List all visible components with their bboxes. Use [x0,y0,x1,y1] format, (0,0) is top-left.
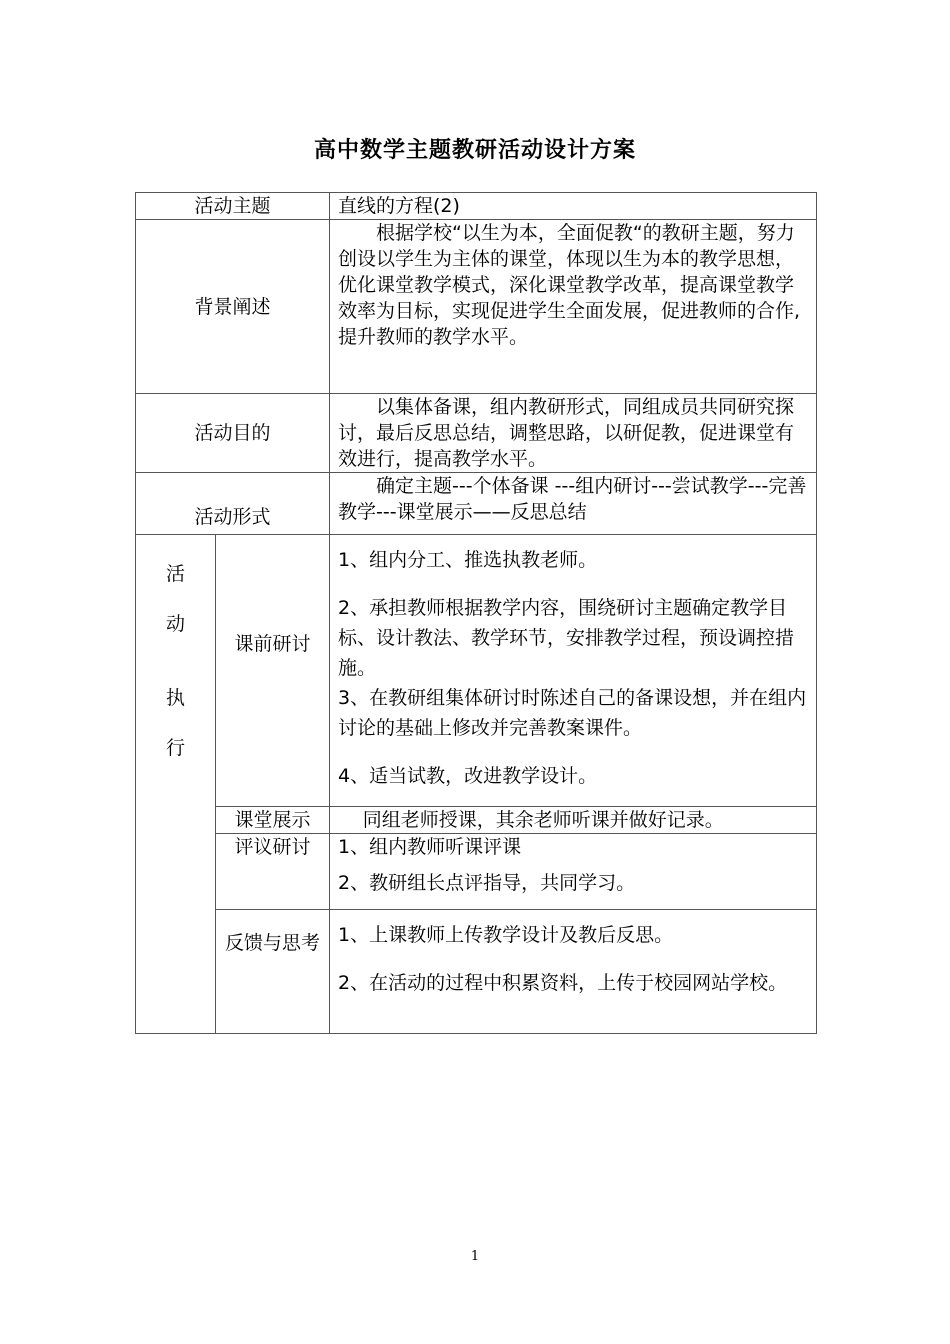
execution-label [136,535,216,1034]
pre-class-item: 3、在教研组集体研讨时陈述自己的备课设想，并在组内讨论的基础上修改并完善教案课件。 [338,687,807,739]
feedback-item: 1、上课教师上传教学设计及教后反思。 [338,924,674,946]
purpose-text: 以集体备课，组内教研形式，同组成员共同研究探讨，最后反思总结，调整思路，以研促教，促进课堂有效进行，提高教学水平。 [330,394,817,473]
row-background [136,220,817,394]
theme-value: 直线的方程(2) [330,193,817,220]
form-label: 活动形式 [136,473,330,535]
review-label: 评议研讨 [216,834,330,910]
row-review [136,834,817,910]
page-number: 1 [470,1249,480,1264]
pre-class-item: 1、组内分工、推选执教老师。 [338,549,598,571]
row-showcase [136,807,817,834]
pre-class-item: 4、适当试教，改进教学设计。 [338,765,598,787]
execution-char: 执 [165,687,185,709]
pre-class-item: 2、承担教师根据教学内容，围绕研讨主题确定教学目标、设计教法、教学环节，安排教学过程，预设调控措施。 [338,597,795,679]
review-item: 1、组内教师听课评课 [338,836,522,858]
row-form [136,473,817,535]
review-content [330,834,817,910]
page-title: 高中数学主题教研活动设计方案 [313,138,636,163]
showcase-label: 课堂展示 [216,807,330,834]
purpose-label: 活动目的 [136,394,330,473]
row-pre-class [136,535,817,807]
background-text: 根据学校“以生为本，全面促教“的教研主题，努力创设以学生为主体的课堂，体现以生为本的教学思想，优化课堂教学模式，深化课堂教学改革，提高课堂教学效率为目标，实现促进学生全面发展，促进教师的合作,提升教师的教学水平。 [330,220,817,394]
execution-char: 行 [165,737,185,759]
row-feedback [136,910,817,1034]
background-label: 背景阐述 [136,220,330,394]
feedback-content [330,910,817,1034]
feedback-item: 2、在活动的过程中积累资料，上传于校园网站学校。 [338,972,788,994]
feedback-label: 反馈与思考 [216,910,330,1034]
form-text: 确定主题---个体备课 ---组内研讨---尝试教学---完善教学---课堂展示——反思总结 [330,473,817,535]
pre-class-content [330,535,817,807]
plan-table [135,192,817,1034]
pre-class-label: 课前研讨 [216,535,330,807]
showcase-text: 同组老师授课，其余老师听课并做好记录。 [330,807,817,834]
theme-label: 活动主题 [136,193,330,220]
execution-char: 动 [165,613,185,635]
review-item: 2、教研组长点评指导，共同学习。 [338,872,636,894]
row-theme [136,193,817,220]
row-purpose [136,394,817,473]
execution-char: 活 [165,563,185,585]
